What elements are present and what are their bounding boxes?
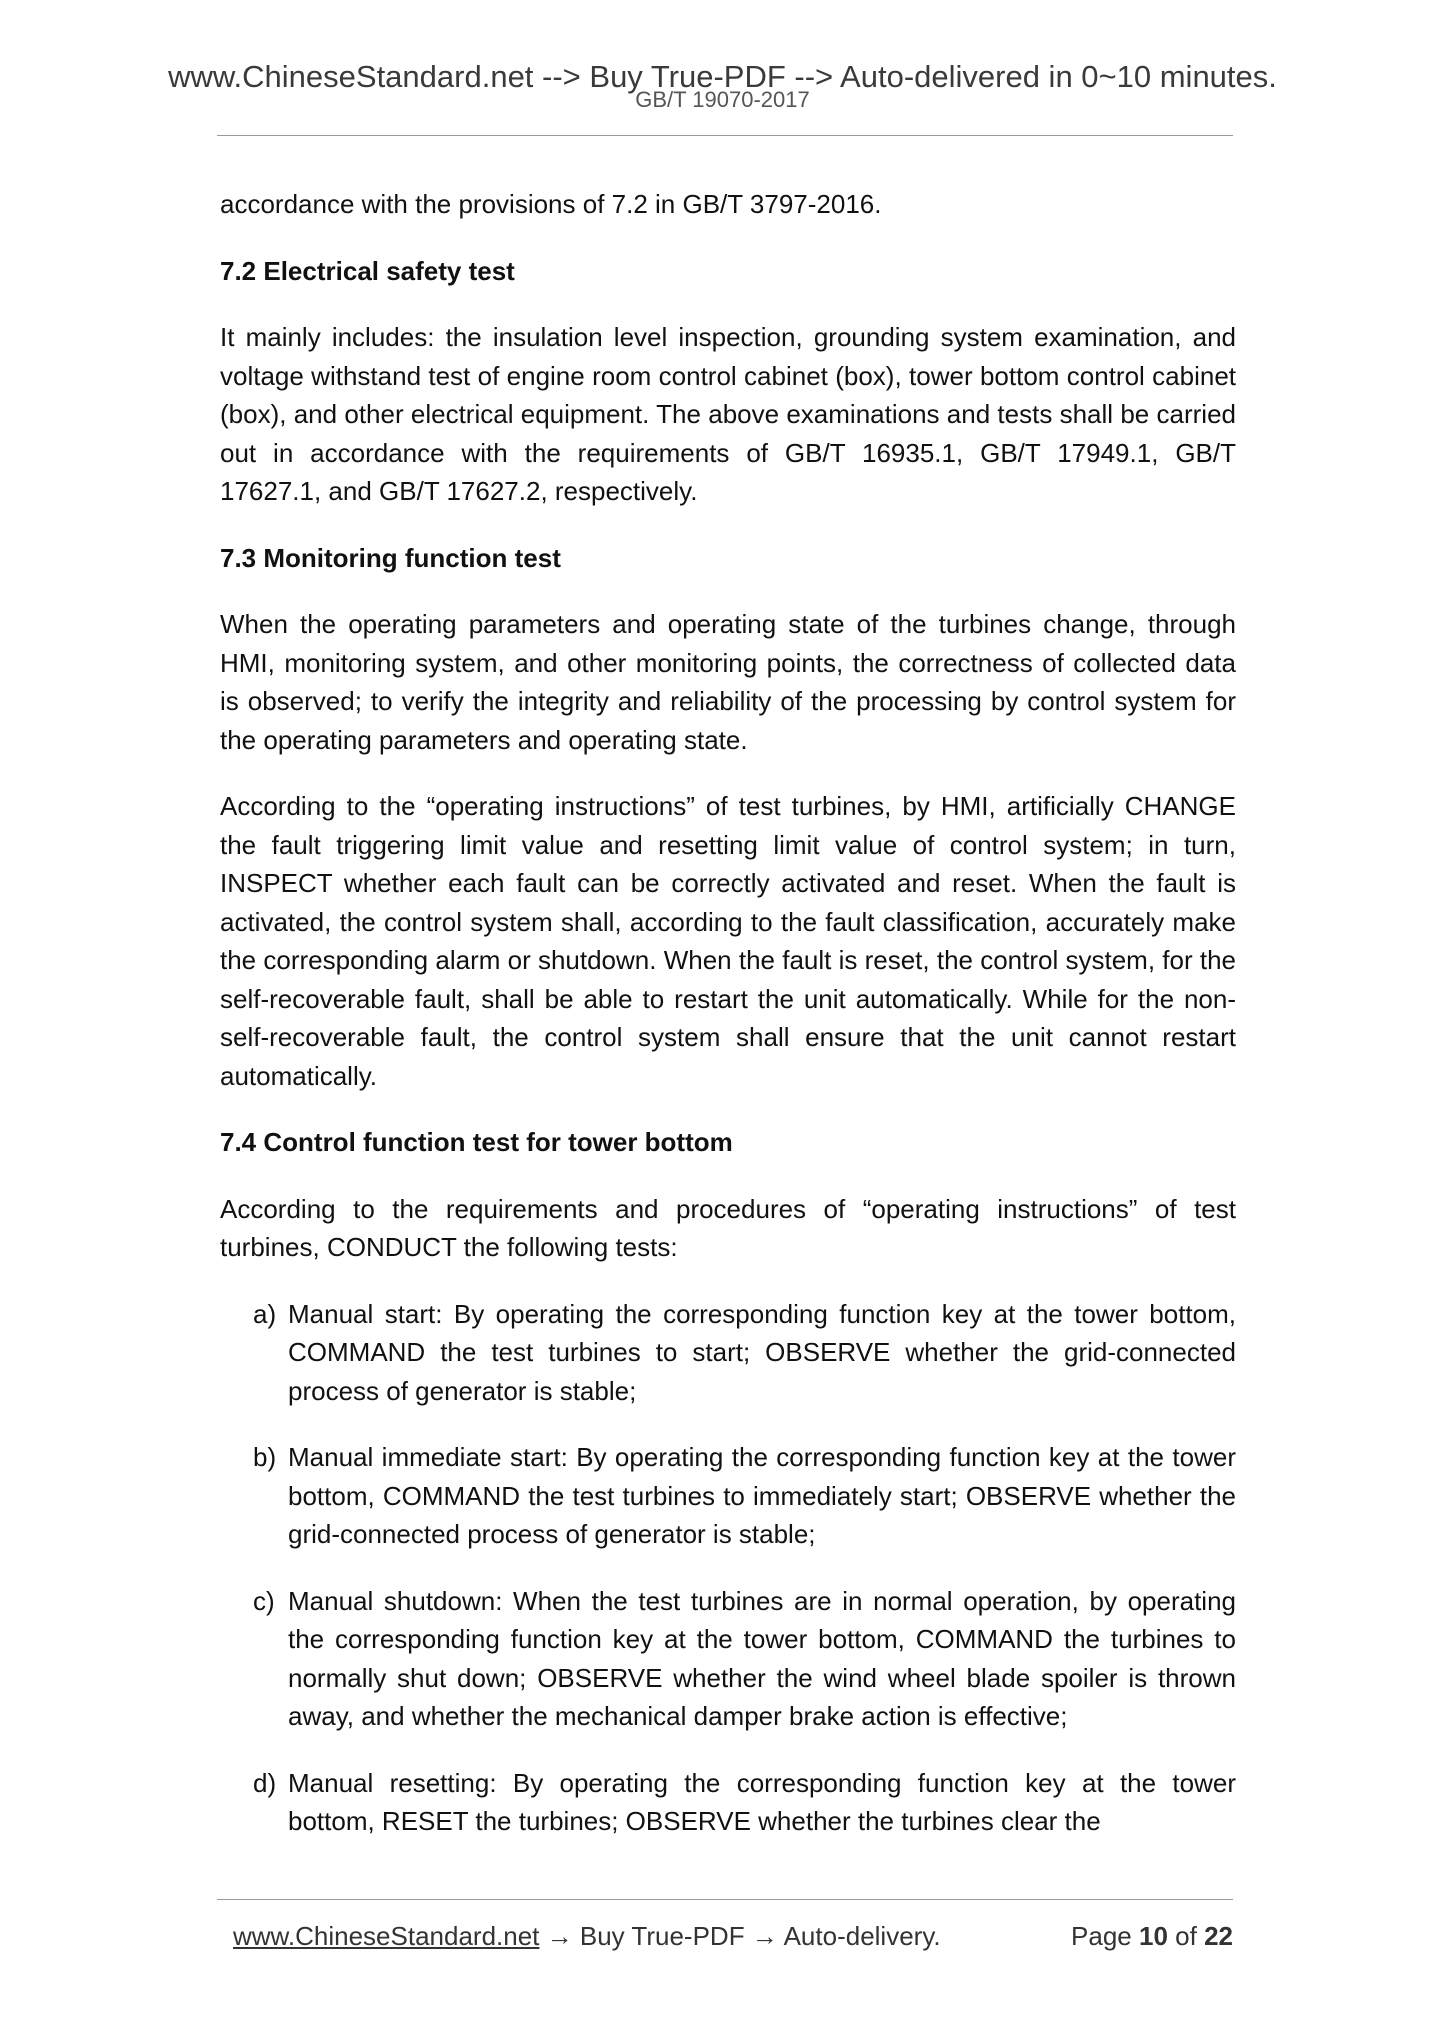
section-7-2-heading: 7.2 Electrical safety test <box>220 255 515 286</box>
list-marker: c) <box>253 1585 275 1616</box>
footer-site-link[interactable]: www.ChineseStandard.net <box>233 1921 540 1951</box>
list-marker: b) <box>253 1442 277 1472</box>
header-divider <box>217 135 1233 136</box>
page-footer <box>233 1920 1233 1952</box>
list-item-d <box>253 1764 1236 1841</box>
page-indicator <box>1071 1920 1233 1952</box>
list-item-text: Manual resetting: By operating the corresponding function key at the tower bottom, RESET the turbines; OBSERVE whether the turbines clear the <box>288 1767 1236 1836</box>
list-marker: a) <box>253 1298 277 1329</box>
footer-delivery-text: → Buy True-PDF → Auto-delivery. <box>546 1921 941 1951</box>
list-item-text: Manual immediate start: By operating the corresponding function key at the tower bottom, COMMAND the test turbines to immediately start; OBSERVE whether the grid-connected process of generator is stable; <box>288 1442 1236 1549</box>
list-marker: d) <box>253 1767 277 1798</box>
standard-code: GB/T 19070-2017 <box>635 87 810 112</box>
footer-divider <box>217 1899 1233 1900</box>
list-item-text: Manual start: By operating the corresponding function key at the tower bottom, COMMAND the test turbines to start; OBSERVE whether the grid-connected process of generator is stable; <box>288 1298 1236 1406</box>
section-7-3-heading: 7.3 Monitoring function test <box>220 542 561 573</box>
page-total: 22 <box>1204 1921 1233 1951</box>
page-label: Page <box>1071 1921 1132 1951</box>
top-banner: www.ChineseStandard.net --> Buy True-PDF --> Auto-delivered in 0~10 minutes. <box>168 59 1277 94</box>
list-item-text: Manual shutdown: When the test turbines are in normal operation, by operating the corresponding function key at the tower bottom, COMMAND the turbines to normally shut down; OBSERVE whether the wind wheel blade spoiler is thrown away, and whether the mechanical damper brake action is effective; <box>288 1585 1236 1731</box>
section-7-3-paragraph-2: According to the “operating instructions” of test turbines, by HMI, artificially CHANGE the fault triggering limit value and resetting limit value of control system; in turn, INSPECT whether each fault can be correctly activated and reset. When the fault is activated, the control system shall, according to the fault classification, accurately make the corresponding alarm or shutdown. When the fault is reset, the control system, for the self-recoverable fault, shall be able to restart the unit automatically. While for the non-self-recoverable fault, the control system shall ensure that the unit cannot restart automatically. <box>220 791 1236 1091</box>
section-7-4-heading: 7.4 Control function test for tower bottom <box>220 1127 733 1157</box>
list-item-a <box>253 1295 1236 1411</box>
page-number: 10 <box>1139 1921 1168 1951</box>
list-item-b <box>253 1438 1236 1554</box>
section-7-4-intro: According to the requirements and procedures of “operating instructions” of test turbines, CONDUCT the following tests: <box>220 1193 1236 1262</box>
document-body <box>220 185 1236 1841</box>
page-of: of <box>1175 1921 1197 1951</box>
lead-paragraph: accordance with the provisions of 7.2 in GB/T 3797-2016. <box>220 189 882 219</box>
list-item-c <box>253 1582 1236 1736</box>
section-7-2-paragraph: It mainly includes: the insulation level inspection, grounding system examination, and voltage withstand test of engine room control cabinet (box), tower bottom control cabinet (box), and other electrical equipment. The above examinations and tests shall be carried out in accordance with the requirements of GB/T 16935.1, GB/T 17949.1, GB/T 17627.1, and GB/T 17627.2, respectively. <box>220 322 1236 506</box>
section-7-3-paragraph-1: When the operating parameters and operating state of the turbines change, through HMI, monitoring system, and other monitoring points, the correctness of collected data is observed; to verify the integrity and reliability of the processing by control system for the operating parameters and operating state. <box>220 609 1236 755</box>
